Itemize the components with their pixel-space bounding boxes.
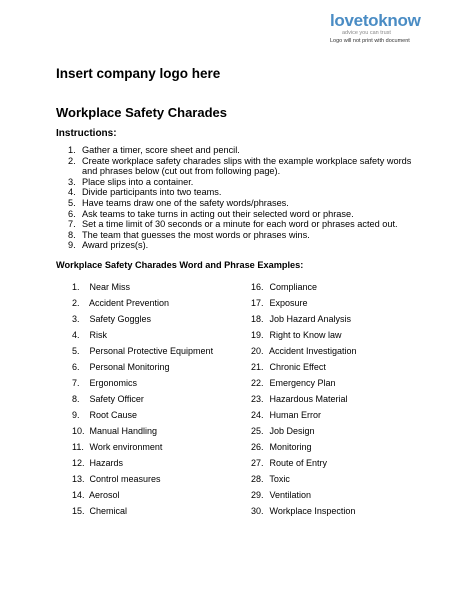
instruction-step [68,219,428,230]
instruction-step [68,230,428,241]
example-item [72,281,213,297]
example-item-text: Control measures [87,474,161,484]
example-item-number: 18. [251,314,264,324]
example-item-number: 2. [72,298,80,308]
example-item-number: 23. [251,394,264,404]
example-item [72,329,213,345]
brand-print-note: Logo will not print with document [330,38,410,44]
example-item [72,457,213,473]
example-item-text: Job Design [267,426,315,436]
brand-tagline: advice you can trust [342,30,391,36]
example-item [251,489,357,505]
instruction-step [68,177,428,188]
example-item [72,345,213,361]
example-item [251,329,357,345]
example-item-text: Human Error [267,410,322,420]
example-item-text: Workplace Inspection [267,506,356,516]
brand-logo-text: lovetoknow [330,11,421,30]
brand-logo [330,12,440,30]
example-item-text: Exposure [267,298,308,308]
example-item [72,489,213,505]
instruction-step [68,198,428,209]
example-item [251,473,357,489]
example-item-number: 7. [72,378,80,388]
example-item-number: 16. [251,282,264,292]
example-item [251,457,357,473]
instruction-step-number: 1. [68,145,76,155]
example-item-text: Work environment [87,442,163,452]
example-item-text: Emergency Plan [267,378,336,388]
example-item-number: 22. [251,378,264,388]
example-item-number: 3. [72,314,80,324]
example-item-number: 5. [72,346,80,356]
instruction-step-number: 4. [68,187,76,198]
example-item-number: 8. [72,394,80,404]
instruction-step-text: The team that guesses the most words or phrases wins. [82,229,310,240]
example-item [251,441,357,457]
example-item [72,409,213,425]
instruction-step [68,156,428,177]
instruction-step-text: Ask teams to take turns in acting out their selected word or phrase. [82,208,354,219]
example-item-number: 27. [251,458,264,468]
example-item [72,425,213,441]
example-item-number: 21. [251,362,264,372]
instruction-step-text: Have teams draw one of the safety words/phrases. [82,197,289,208]
example-item-text: Ventilation [267,490,312,500]
instructions-list [68,145,428,251]
example-item-number: 17. [251,298,264,308]
page-title: Workplace Safety Charades [56,105,227,120]
example-item-number: 15. [72,506,85,516]
example-item-text: Chronic Effect [267,362,326,372]
example-item [251,361,357,377]
example-item-text: Ergonomics [87,378,138,388]
example-item-text: Safety Goggles [87,314,152,324]
instruction-step [68,209,428,220]
example-item-text: Toxic [267,474,290,484]
instruction-step-number: 3. [68,176,76,187]
instruction-step-number: 9. [68,240,76,251]
example-item-number: 29. [251,490,264,500]
example-item-number: 26. [251,442,264,452]
example-item-number: 20. [251,346,264,356]
example-item-number: 12. [72,458,85,468]
example-item-text: Chemical [87,506,128,516]
example-item-number: 11. [72,442,84,452]
example-item-number: 30. [251,506,264,516]
example-item [72,473,213,489]
example-item-text: Near Miss [87,282,131,292]
instruction-step-text: Gather a timer, score sheet and pencil. [82,145,240,155]
example-item-number: 10. [72,426,85,436]
example-item-text: Hazardous Material [267,394,348,404]
instruction-step-text: Place slips into a container. [82,176,194,187]
example-item [72,441,213,457]
example-item-text: Risk [87,330,107,340]
example-item-text: Personal Monitoring [87,362,170,372]
example-item-number: 19. [251,330,264,340]
example-item-text: Root Cause [87,410,138,420]
example-item-text: Monitoring [267,442,312,452]
example-item-number: 13. [72,474,85,484]
example-item-text: Job Hazard Analysis [267,314,352,324]
example-item [251,313,357,329]
example-item [251,377,357,393]
instruction-step-text: Award prizes(s). [82,240,149,251]
example-item [72,313,213,329]
example-item [251,505,357,521]
example-item [72,393,213,409]
brand-block [330,12,440,45]
example-item-number: 4. [72,330,80,340]
example-item-number: 14. [72,490,85,500]
example-item-text: Safety Officer [87,394,144,404]
instruction-step-number: 6. [68,208,76,219]
example-item-number: 1. [72,282,80,292]
example-item-text: Right to Know law [267,330,342,340]
example-item-text: Compliance [267,282,318,292]
example-item-text: Accident Prevention [87,298,170,308]
instruction-step [68,145,428,156]
example-item-number: 28. [251,474,264,484]
example-item-text: Hazards [87,458,124,468]
instruction-step-number: 8. [68,229,76,240]
instruction-step [68,187,428,198]
example-item-text: Aerosol [87,490,120,500]
example-item [72,297,213,313]
examples-column-right [251,281,357,521]
example-item-text: Route of Entry [267,458,328,468]
instruction-step-text: Divide participants into two teams. [82,187,222,198]
example-item [72,505,213,521]
example-item-number: 9. [72,410,80,420]
example-item [251,425,357,441]
instruction-step-text: Create workplace safety charades slips with the example workplace safety words and phrases below (cut out from following page). [82,155,412,177]
example-item-text: Accident Investigation [267,346,357,356]
example-item-number: 24. [251,410,264,420]
company-logo-placeholder: Insert company logo here [56,66,221,81]
examples-heading: Workplace Safety Charades Word and Phrase Examples: [56,260,304,270]
example-item [251,393,357,409]
example-item [72,361,213,377]
example-item-number: 25. [251,426,264,436]
instruction-step-number: 2. [68,155,76,166]
instruction-step-number: 5. [68,197,76,208]
example-item [251,409,357,425]
instruction-step-number: 7. [68,219,76,230]
example-item-text: Personal Protective Equipment [87,346,214,356]
instructions-heading: Instructions: [56,128,117,139]
example-item [72,377,213,393]
example-item [251,297,357,313]
example-item [251,345,357,361]
instruction-step [68,240,428,251]
examples-column-left [72,281,213,521]
example-item [251,281,357,297]
instruction-step-text: Set a time limit of 30 seconds or a minute for each word or phrases acted out. [82,219,398,230]
example-item-text: Manual Handling [87,426,158,436]
example-item-number: 6. [72,362,80,372]
